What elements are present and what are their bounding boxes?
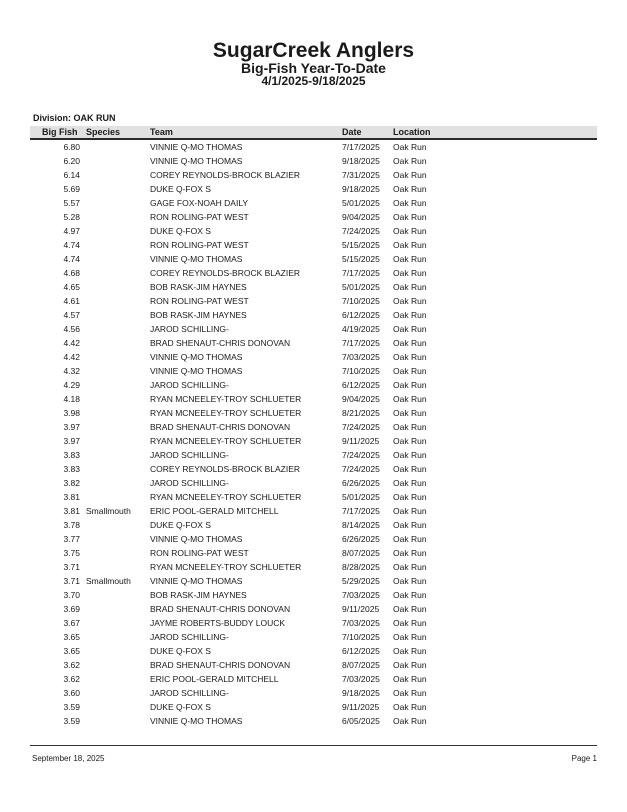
cell-location: Oak Run: [393, 506, 427, 516]
cell-location: Oak Run: [393, 576, 427, 586]
table-row: [30, 407, 597, 421]
table-row: [30, 421, 597, 435]
report-date-range: 4/1/2025-9/18/2025: [261, 74, 366, 88]
table-row: [30, 197, 597, 211]
cell-location: Oak Run: [393, 352, 427, 362]
cell-big-fish: 4.32: [63, 366, 80, 376]
cell-date: 6/12/2025: [342, 380, 380, 390]
cell-location: Oak Run: [393, 366, 427, 376]
cell-date: 7/03/2025: [342, 352, 380, 362]
cell-date: 7/03/2025: [342, 618, 380, 628]
table-row: [30, 365, 597, 379]
cell-team: BOB RASK-JIM HAYNES: [150, 590, 247, 600]
table-row: [30, 253, 597, 267]
cell-location: Oak Run: [393, 422, 427, 432]
cell-big-fish: 3.81: [63, 492, 80, 502]
cell-team: VINNIE Q-MO THOMAS: [150, 366, 243, 376]
cell-date: 5/01/2025: [342, 198, 380, 208]
cell-location: Oak Run: [393, 296, 427, 306]
table-row: [30, 547, 597, 561]
cell-date: 9/18/2025: [342, 156, 380, 166]
cell-team: DUKE Q-FOX S: [150, 520, 211, 530]
cell-date: 8/14/2025: [342, 520, 380, 530]
cell-date: 5/01/2025: [342, 282, 380, 292]
cell-team: JAROD SCHILLING-: [150, 478, 229, 488]
cell-big-fish: 3.81: [63, 506, 80, 516]
cell-location: Oak Run: [393, 562, 427, 572]
cell-team: RYAN MCNEELEY-TROY SCHLUETER: [150, 436, 302, 446]
cell-location: Oak Run: [393, 604, 427, 614]
table-row: [30, 463, 597, 477]
cell-location: Oak Run: [393, 226, 427, 236]
cell-big-fish: 3.59: [63, 716, 80, 726]
cell-date: 6/26/2025: [342, 534, 380, 544]
cell-team: JAYME ROBERTS-BUDDY LOUCK: [150, 618, 286, 628]
cell-date: 8/07/2025: [342, 660, 380, 670]
cell-big-fish: 3.77: [63, 534, 80, 544]
cell-big-fish: 6.80: [63, 142, 80, 152]
cell-team: DUKE Q-FOX S: [150, 646, 211, 656]
table-row: [30, 225, 597, 239]
cell-big-fish: 4.29: [63, 380, 80, 390]
cell-date: 7/24/2025: [342, 422, 380, 432]
cell-big-fish: 4.18: [63, 394, 80, 404]
cell-date: 7/17/2025: [342, 142, 380, 152]
cell-date: 5/29/2025: [342, 576, 380, 586]
table-row: [30, 477, 597, 491]
footer-date: September 18, 2025: [32, 754, 105, 763]
cell-date: 9/11/2025: [342, 702, 380, 712]
table-row: [30, 267, 597, 281]
cell-location: Oak Run: [393, 660, 427, 670]
cell-big-fish: 3.70: [63, 590, 80, 600]
cell-location: Oak Run: [393, 170, 427, 180]
cell-location: Oak Run: [393, 408, 427, 418]
cell-location: Oak Run: [393, 464, 427, 474]
cell-team: GAGE FOX-NOAH DAILY: [150, 198, 249, 208]
table-row: [30, 449, 597, 463]
cell-team: RON ROLING-PAT WEST: [150, 296, 249, 306]
cell-location: Oak Run: [393, 310, 427, 320]
table-row: [30, 645, 597, 659]
cell-big-fish: 4.42: [63, 338, 80, 348]
cell-location: Oak Run: [393, 380, 427, 390]
cell-big-fish: 3.59: [63, 702, 80, 712]
table-row: [30, 435, 597, 449]
cell-big-fish: 3.62: [63, 674, 80, 684]
table-row: [30, 393, 597, 407]
cell-location: Oak Run: [393, 268, 427, 278]
cell-team: BRAD SHENAUT-CHRIS DONOVAN: [150, 604, 291, 614]
cell-big-fish: 3.83: [63, 450, 80, 460]
cell-big-fish: 3.83: [63, 464, 80, 474]
cell-team: JAROD SCHILLING-: [150, 450, 229, 460]
cell-big-fish: 4.57: [63, 310, 80, 320]
cell-big-fish: 4.74: [63, 254, 80, 264]
cell-team: BRAD SHENAUT-CHRIS DONOVAN: [150, 422, 291, 432]
col-header-species: Species: [86, 127, 121, 137]
cell-date: 7/03/2025: [342, 674, 380, 684]
cell-location: Oak Run: [393, 590, 427, 600]
cell-location: Oak Run: [393, 702, 427, 712]
cell-date: 8/28/2025: [342, 562, 380, 572]
table-row: [30, 239, 597, 253]
cell-big-fish: 3.97: [63, 422, 80, 432]
cell-big-fish: 3.60: [63, 688, 80, 698]
cell-team: COREY REYNOLDS-BROCK BLAZIER: [150, 170, 301, 180]
cell-date: 7/17/2025: [342, 338, 380, 348]
cell-team: RYAN MCNEELEY-TROY SCHLUETER: [150, 394, 302, 404]
cell-team: JAROD SCHILLING-: [150, 632, 229, 642]
table-row: [30, 281, 597, 295]
cell-big-fish: 3.65: [63, 632, 80, 642]
cell-date: 6/12/2025: [342, 646, 380, 656]
cell-location: Oak Run: [393, 646, 427, 656]
col-header-location: Location: [393, 127, 431, 137]
cell-date: 4/19/2025: [342, 324, 380, 334]
cell-team: DUKE Q-FOX S: [150, 226, 211, 236]
cell-location: Oak Run: [393, 534, 427, 544]
cell-big-fish: 3.69: [63, 604, 80, 614]
cell-date: 8/07/2025: [342, 548, 380, 558]
table-body: [30, 141, 597, 729]
cell-team: VINNIE Q-MO THOMAS: [150, 352, 243, 362]
cell-location: Oak Run: [393, 394, 427, 404]
cell-team: RON ROLING-PAT WEST: [150, 212, 249, 222]
cell-big-fish: 3.97: [63, 436, 80, 446]
cell-date: 7/24/2025: [342, 226, 380, 236]
table-row: [30, 169, 597, 183]
cell-location: Oak Run: [393, 632, 427, 642]
cell-location: Oak Run: [393, 156, 427, 166]
table-row: [30, 687, 597, 701]
cell-date: 6/12/2025: [342, 310, 380, 320]
cell-species: Smallmouth: [86, 576, 131, 586]
cell-big-fish: 4.65: [63, 282, 80, 292]
cell-big-fish: 5.57: [63, 198, 80, 208]
cell-location: Oak Run: [393, 184, 427, 194]
col-header-team: Team: [150, 127, 173, 137]
cell-date: 8/21/2025: [342, 408, 380, 418]
cell-location: Oak Run: [393, 450, 427, 460]
cell-team: DUKE Q-FOX S: [150, 702, 211, 712]
cell-location: Oak Run: [393, 254, 427, 264]
cell-big-fish: 3.67: [63, 618, 80, 628]
cell-big-fish: 4.42: [63, 352, 80, 362]
cell-team: RON ROLING-PAT WEST: [150, 240, 249, 250]
table-row: [30, 589, 597, 603]
cell-date: 6/05/2025: [342, 716, 380, 726]
cell-team: VINNIE Q-MO THOMAS: [150, 576, 243, 586]
table-row: [30, 631, 597, 645]
cell-team: ERIC POOL-GERALD MITCHELL: [150, 506, 279, 516]
cell-location: Oak Run: [393, 520, 427, 530]
cell-team: JAROD SCHILLING-: [150, 380, 229, 390]
cell-location: Oak Run: [393, 142, 427, 152]
cell-big-fish: 4.74: [63, 240, 80, 250]
table-row: [30, 617, 597, 631]
cell-location: Oak Run: [393, 716, 427, 726]
cell-location: Oak Run: [393, 548, 427, 558]
cell-big-fish: 3.82: [63, 478, 80, 488]
cell-date: 9/18/2025: [342, 184, 380, 194]
cell-date: 7/10/2025: [342, 296, 380, 306]
table-row: [30, 323, 597, 337]
cell-location: Oak Run: [393, 240, 427, 250]
cell-date: 7/24/2025: [342, 450, 380, 460]
cell-team: VINNIE Q-MO THOMAS: [150, 716, 243, 726]
cell-team: JAROD SCHILLING-: [150, 688, 229, 698]
table-row: [30, 533, 597, 547]
cell-big-fish: 3.71: [63, 562, 80, 572]
cell-location: Oak Run: [393, 324, 427, 334]
table-row: [30, 491, 597, 505]
col-header-date: Date: [342, 127, 362, 137]
cell-date: 7/24/2025: [342, 464, 380, 474]
cell-team: RYAN MCNEELEY-TROY SCHLUETER: [150, 562, 302, 572]
cell-date: 5/01/2025: [342, 492, 380, 502]
cell-big-fish: 5.28: [63, 212, 80, 222]
cell-date: 9/04/2025: [342, 394, 380, 404]
table-row: [30, 295, 597, 309]
cell-species: Smallmouth: [86, 506, 131, 516]
table-row: [30, 141, 597, 155]
cell-team: RYAN MCNEELEY-TROY SCHLUETER: [150, 492, 302, 502]
cell-date: 7/03/2025: [342, 590, 380, 600]
cell-location: Oak Run: [393, 198, 427, 208]
cell-big-fish: 3.62: [63, 660, 80, 670]
cell-location: Oak Run: [393, 436, 427, 446]
cell-big-fish: 3.78: [63, 520, 80, 530]
table-row: [30, 309, 597, 323]
division-label: Division: OAK RUN: [33, 113, 116, 123]
cell-team: VINNIE Q-MO THOMAS: [150, 142, 243, 152]
cell-team: COREY REYNOLDS-BROCK BLAZIER: [150, 464, 301, 474]
table-row: [30, 183, 597, 197]
cell-team: VINNIE Q-MO THOMAS: [150, 156, 243, 166]
cell-big-fish: 3.65: [63, 646, 80, 656]
cell-team: VINNIE Q-MO THOMAS: [150, 254, 243, 264]
cell-date: 7/17/2025: [342, 506, 380, 516]
cell-big-fish: 5.69: [63, 184, 80, 194]
cell-location: Oak Run: [393, 674, 427, 684]
table-row: [30, 505, 597, 519]
table-row: [30, 659, 597, 673]
table-header: [30, 126, 597, 140]
cell-team: VINNIE Q-MO THOMAS: [150, 534, 243, 544]
cell-date: 9/11/2025: [342, 436, 380, 446]
cell-date: 9/18/2025: [342, 688, 380, 698]
cell-big-fish: 6.14: [63, 170, 80, 180]
cell-big-fish: 3.75: [63, 548, 80, 558]
table-row: [30, 603, 597, 617]
table-row: [30, 379, 597, 393]
table-row: [30, 337, 597, 351]
table-row: [30, 701, 597, 715]
cell-date: 7/17/2025: [342, 268, 380, 278]
report-title: SugarCreek Anglers: [212, 39, 415, 62]
footer-divider: [30, 745, 597, 746]
cell-date: 5/15/2025: [342, 240, 380, 250]
report-header: [0, 40, 627, 87]
cell-big-fish: 4.68: [63, 268, 80, 278]
table-row: [30, 519, 597, 533]
cell-team: BRAD SHENAUT-CHRIS DONOVAN: [150, 338, 291, 348]
cell-location: Oak Run: [393, 618, 427, 628]
cell-date: 7/31/2025: [342, 170, 380, 180]
cell-big-fish: 4.56: [63, 324, 80, 334]
cell-team: BOB RASK-JIM HAYNES: [150, 282, 247, 292]
footer-page-number: Page 1: [571, 754, 597, 763]
cell-team: BOB RASK-JIM HAYNES: [150, 310, 247, 320]
cell-location: Oak Run: [393, 492, 427, 502]
table-row: [30, 715, 597, 729]
cell-location: Oak Run: [393, 282, 427, 292]
cell-big-fish: 4.61: [63, 296, 80, 306]
table-row: [30, 155, 597, 169]
cell-big-fish: 4.97: [63, 226, 80, 236]
table-row: [30, 211, 597, 225]
cell-team: BRAD SHENAUT-CHRIS DONOVAN: [150, 660, 291, 670]
cell-big-fish: 3.71: [63, 576, 80, 586]
table-row: [30, 561, 597, 575]
cell-team: COREY REYNOLDS-BROCK BLAZIER: [150, 268, 301, 278]
cell-date: 7/10/2025: [342, 632, 380, 642]
cell-big-fish: 3.98: [63, 408, 80, 418]
cell-location: Oak Run: [393, 338, 427, 348]
cell-date: 6/26/2025: [342, 478, 380, 488]
cell-date: 5/15/2025: [342, 254, 380, 264]
table-row: [30, 575, 597, 589]
cell-team: RON ROLING-PAT WEST: [150, 548, 249, 558]
table-row: [30, 673, 597, 687]
cell-team: JAROD SCHILLING-: [150, 324, 229, 334]
cell-location: Oak Run: [393, 688, 427, 698]
cell-date: 9/04/2025: [342, 212, 380, 222]
cell-team: ERIC POOL-GERALD MITCHELL: [150, 674, 279, 684]
report-subtitle: Big-Fish Year-To-Date: [241, 60, 386, 76]
cell-location: Oak Run: [393, 478, 427, 488]
cell-big-fish: 6.20: [63, 156, 80, 166]
cell-team: DUKE Q-FOX S: [150, 184, 211, 194]
table-row: [30, 351, 597, 365]
cell-team: RYAN MCNEELEY-TROY SCHLUETER: [150, 408, 302, 418]
col-header-big-fish: Big Fish: [42, 127, 78, 137]
cell-date: 9/11/2025: [342, 604, 380, 614]
cell-date: 7/10/2025: [342, 366, 380, 376]
cell-location: Oak Run: [393, 212, 427, 222]
